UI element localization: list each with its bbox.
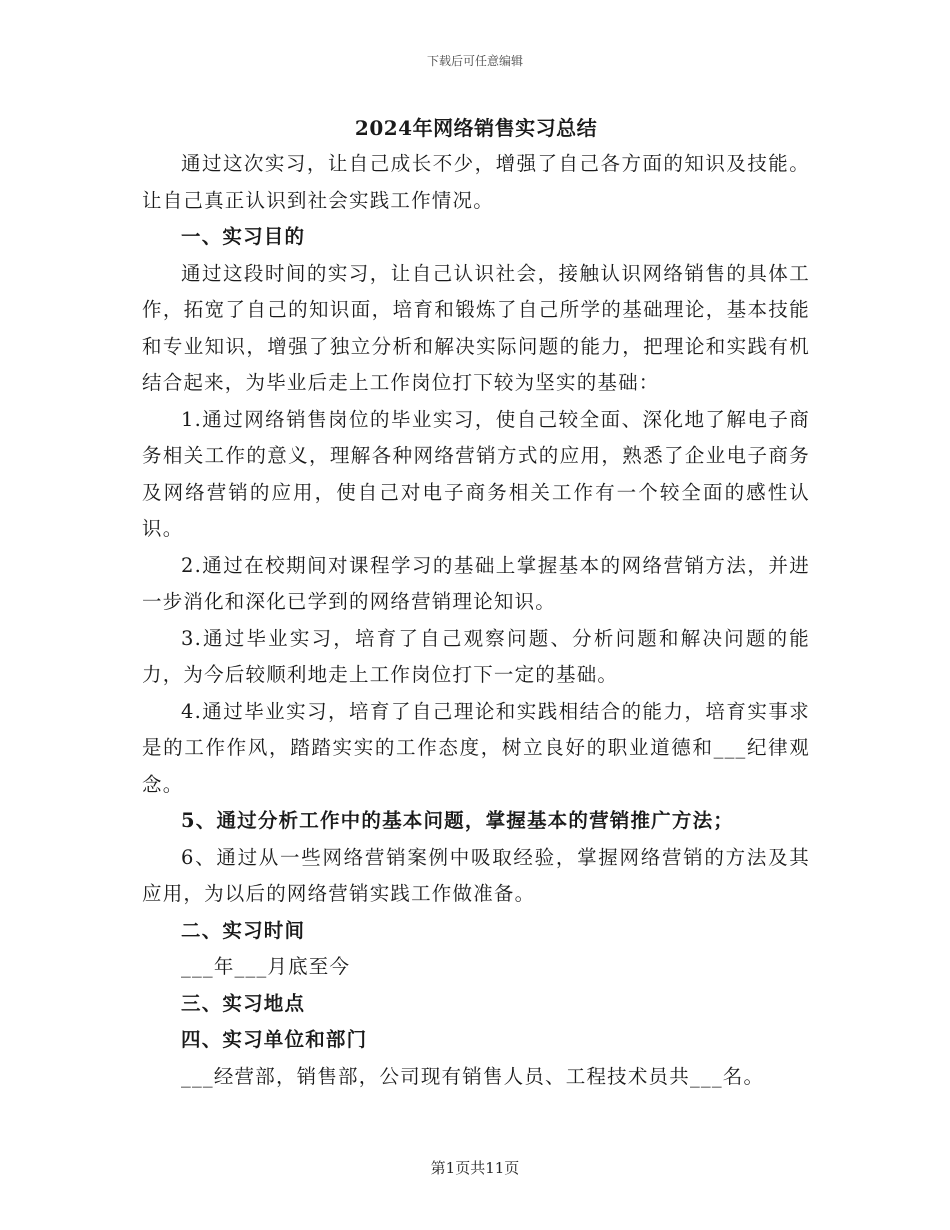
page-header-note: 下载后可任意编辑 bbox=[426, 54, 523, 68]
document-body bbox=[142, 110, 810, 1095]
section-heading-purpose: 一、实习目的 bbox=[181, 225, 306, 248]
time-paragraph: ___年___月底至今 bbox=[181, 955, 351, 978]
purpose-paragraph: 通过这段时间的实习，让自己认识社会，接触认识网络销售的具体工作，拓宽了自己的知识面，培育和锻炼了自己所学的基础理论，基本技能和专业知识，增强了独立分析和解决实际问题的能力，把理论和实践有机结合起来，为毕业后走上工作岗位打下较为坚实的基础： bbox=[142, 261, 810, 394]
purpose-item-6: 6、通过从一些网络营销案例中吸取经验，掌握网络营销的方法及其应用，为以后的网络营销实践工作做准备。 bbox=[142, 845, 810, 905]
purpose-item-2: 2.通过在校期间对课程学习的基础上掌握基本的网络营销方法，并进一步消化和深化已学到的网络营销理论知识。 bbox=[142, 553, 810, 613]
section-heading-time: 二、实习时间 bbox=[181, 918, 306, 942]
purpose-item-3: 3.通过毕业实习，培育了自己观察问题、分析问题和解决问题的能力，为今后较顺利地走上工作岗位打下一定的基础。 bbox=[142, 626, 810, 686]
unit-paragraph: ___经营部，销售部，公司现有销售人员、工程技术员共___名。 bbox=[181, 1064, 765, 1088]
purpose-item-4: 4.通过毕业实习，培育了自己理论和实践相结合的能力，培育实事求是的工作作风，踏踏实实的工作态度，树立良好的职业道德和___纪律观念。 bbox=[142, 699, 810, 796]
section-heading-unit: 四、实习单位和部门 bbox=[181, 1028, 368, 1051]
intro-paragraph: 通过这次实习，让自己成长不少，增强了自己各方面的知识及技能。让自己真正认识到社会实践工作情况。 bbox=[142, 152, 810, 212]
page-number: 第1页共11页 bbox=[430, 1159, 520, 1177]
purpose-item-1: 1.通过网络销售岗位的毕业实习，使自己较全面、深化地了解电子商务相关工作的意义，理解各种网络营销方式的应用，熟悉了企业电子商务及网络营销的应用，使自己对电子商务相关工作有一个较全面的感性认识。 bbox=[142, 407, 810, 540]
purpose-item-5: 5、通过分析工作中的基本问题，掌握基本的营销推广方法； bbox=[181, 809, 734, 832]
document-title: 2024年网络销售实习总结 bbox=[354, 116, 598, 140]
section-heading-location: 三、实习地点 bbox=[181, 991, 306, 1015]
